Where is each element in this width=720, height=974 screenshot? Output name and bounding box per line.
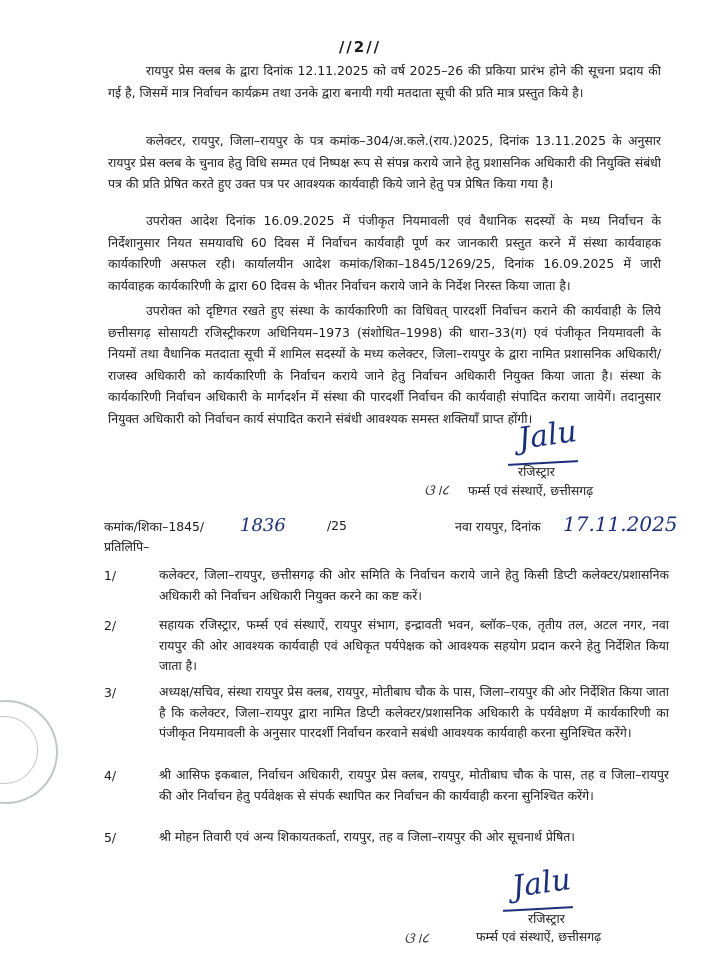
copy-item-number: 4/ bbox=[104, 768, 117, 783]
signature-scrawl: Jalu bbox=[509, 862, 573, 905]
place-date-label: नवा रायपुर, दिनांक bbox=[455, 519, 541, 534]
paragraph-collector-letter: कलेक्टर, रायपुर, जिला–रायपुर के पत्र कमांक–304/अ.कले.(राय.)2025, दिनांक 13.11.2025 के अनुसार रायपुर प्रेस क्लब के चुनाव हेतु विधि सम्मत एवं निष्पक्ष रूप से संपन्न कराये जाने हेतु प्रशासनिक अधिकारी की नियुक्ति संबंधी पत्र की प्रति प्रेषित करते हुए उक्त पत्र पर आवश्यक कार्यवाही किये जाने हेतु पत्र प्रेषित किया गया है। bbox=[108, 133, 661, 191]
page-number: //2// bbox=[338, 38, 382, 56]
copy-item-number: 3/ bbox=[104, 685, 117, 700]
copy-to-label: प्रतिलिपि– bbox=[104, 539, 150, 554]
signatory-office: फर्म्स एवं संस्थाऐं, छत्तीसगढ़ bbox=[476, 929, 602, 944]
copy-item-text: कलेक्टर, जिला–रायपुर, छत्तीसगढ़ की ओर समिति के निर्वाचन कराये जाने हेतु किसी डिप्टी कलेक्टर/प्रशासनिक अधिकारी को निर्वाचन अधिकारी नियुक्त करने का कष्ट करें। bbox=[159, 567, 669, 603]
signatory-title: रजिस्ट्रार bbox=[518, 464, 555, 479]
signatory-office: फर्म्स एवं संस्थाऐं, छत्तीसगढ़ bbox=[468, 483, 594, 498]
copy-item-number: 1/ bbox=[104, 568, 117, 583]
handwritten-reference-number: 1836 bbox=[240, 515, 286, 536]
copy-item-text: सहायक रजिस्ट्रार, फर्म्स एवं संस्थाऐं, रायपुर संभाग, इन्द्रावती भवन, ब्लॉक–एक, तृतीय तल, अटल नगर, नवा रायपुर की ओर आवश्यक कार्यवाही एवं अधिकृत पर्यपेक्षक को आवश्यक सहयोग प्रदान करने हेतु निर्देशित किया जाता है। bbox=[159, 617, 669, 673]
copy-item-number: 5/ bbox=[104, 830, 117, 845]
signatory-title: रजिस्ट्रार bbox=[528, 911, 565, 926]
paragraph-election-officer-appointment: उपरोक्त को दृष्टिगत रखते हुए संस्था के कार्यकारिणी का विधिवत् पारदर्शी निर्वाचन कराने की कार्यवाही के लिये छत्तीसगढ़ सोसायटी रजिस्ट्रीकरण अधिनियम–1973 (संशोधित–1998) की धारा–33(ग) एवं पंजीकृत नियमावली के नियमों तथा वैधानिक मतदाता सूची में शामिल सदस्यों के मध्य कलेक्टर, जिला–रायपुर के द्वारा नामित प्रशासनिक अधिकारी/राजस्व अधिकारी को कार्यकारिणी के निर्वाचन कराये जाने हेतु निर्वाचन अधिकारी नियुक्त किया जाता है। संस्था के कार्यकारिणी निर्वाचन अधिकारी के मार्गदर्शन में संस्था की पारदर्शी निर्वाचन की कार्यवाही संपादित कराया जायेगें। तदानुसार नियुक्त अधिकारी को निर्वाचन कार्य संपादित कराने संबंधी आवश्यक समस्त शक्तियॉं प्राप्त होंगी। bbox=[108, 303, 661, 426]
paragraph-order-cancellation: उपरोक्त आदेश दिनांक 16.09.2025 में पंजीकृत नियमावली एवं वैधानिक सदस्यों के मध्य निर्वाचन के निर्देशानुसार नियत समयावधि 60 दिवस में निर्वाचन कार्यवाही पूर्ण कर जानकारी प्रस्तुत करने में संस्था कार्यवाहक कार्यकारिणी असफल रही। कार्यालयीन आदेश कमांक/शिका–1845/1269/25, दिनांक 16.09.2025 में जारी कार्यवाहक कार्यकारिणी के द्वारा 60 दिवस के भीतर निर्वाचन कराये जाने के निर्देश निरस्त किया जाता है। bbox=[108, 213, 661, 293]
signature-scrawl: Jalu bbox=[515, 414, 579, 457]
handwritten-initials: ଓ।८ bbox=[424, 481, 449, 499]
copy-item-number: 2/ bbox=[104, 618, 117, 633]
copy-item-text: अध्यक्ष/सचिव, संस्था रायपुर प्रेस क्लब, रायपुर, मोतीबाघ चौक के पास, जिला–रायपुर की ओर निर्देशित किया जाता है कि कलेक्टर, जिला–रायपुर द्वारा नामित डिप्टी कलेक्टर/प्रशासनिक अधिकारी के पर्यवेक्षण में कार्यकारिणी का पंजीकृत नियमावली के अनुसार पारदर्शी निर्वाचन करवाने सबंधी आवश्यक कार्यवाही करना सुनिश्चित करेंगे। bbox=[159, 684, 669, 740]
handwritten-initials: ଓ।८ bbox=[404, 929, 429, 947]
copy-item-text: श्री मोहन तिवारी एवं अन्य शिकायतकर्ता, रायपुर, तह व जिला–रायपुर की ओर सूचनार्थ प्रेषित। bbox=[159, 829, 576, 844]
paragraph-press-club-notice: रायपुर प्रेस क्लब के द्वारा दिनांक 12.11.2025 को वर्ष 2025–26 की प्रकिया प्रारंभ होने की सूचना प्रदाय की गई है, जिसमें मात्र निर्वाचन कार्यक्रम तथा उनके द्वारा बनायी गयी मतदाता सूची की प्रति मात्र प्रस्तुत किये है। bbox=[108, 63, 661, 100]
copy-item-text: श्री आसिफ इकबाल, निर्वाचन अधिकारी, रायपुर प्रेस क्लब, रायपुर, मोतीबाघ चौक के पास, तह व जिला–रायपुर की ओर निर्वाचन हेतु पर्यवेक्षक से संपर्क स्थापित कर निर्वाचन की कार्यवाही करना सुनिश्चित करेंगे। bbox=[159, 767, 669, 803]
reference-prefix: कमांक/शिका–1845/ bbox=[104, 519, 205, 534]
handwritten-date: 17.11.2025 bbox=[563, 512, 678, 536]
reference-suffix: /25 bbox=[327, 518, 347, 533]
